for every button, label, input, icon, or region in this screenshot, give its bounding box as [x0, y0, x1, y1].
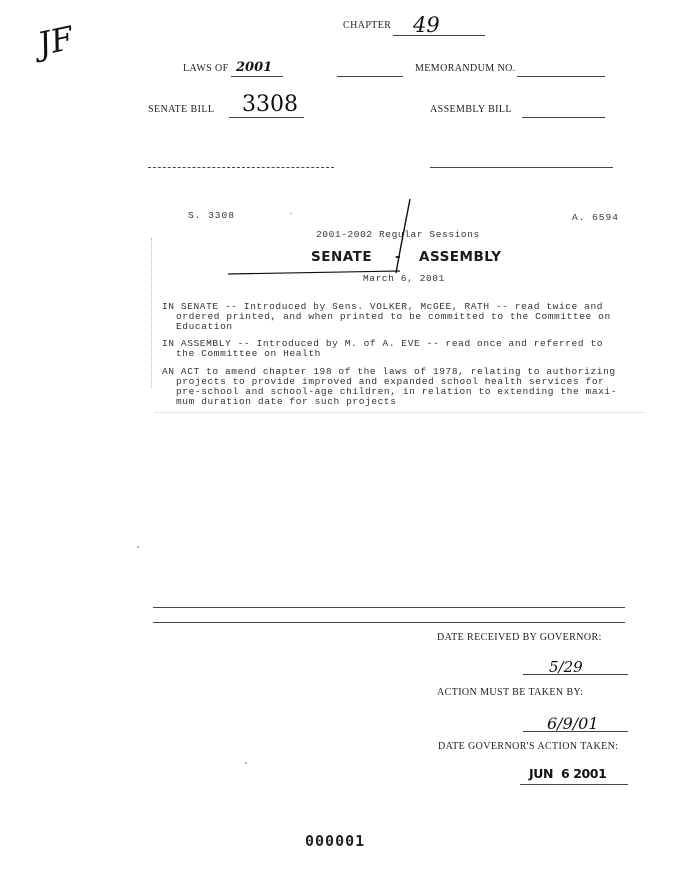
divider-line-1	[153, 607, 625, 608]
senate-intro-line-3: Education	[176, 321, 233, 332]
sessions-text: 2001-2002 Regular Sessions	[316, 229, 480, 240]
signature-line-left	[148, 167, 334, 168]
title-assembly: ASSEMBLY	[419, 249, 502, 265]
scan-speck	[290, 213, 292, 214]
action-by-value: 6/9/01	[547, 714, 599, 733]
pen-stroke	[220, 195, 420, 285]
laws-of-label: LAWS OF	[183, 63, 229, 74]
action-taken-label: DATE GOVERNOR'S ACTION TAKEN:	[438, 741, 619, 752]
senate-bill-value: 3308	[242, 92, 298, 117]
assembly-bill-label: ASSEMBLY BILL	[430, 104, 512, 115]
assembly-introduction	[162, 339, 662, 359]
senate-introduction	[162, 302, 662, 332]
scan-bottom-edge	[155, 412, 645, 413]
laws-of-underline	[231, 76, 283, 77]
chapter-label: CHAPTER	[343, 20, 392, 31]
date-received-value: 5/29	[549, 658, 583, 676]
senate-intro-line-1: IN SENATE -- Introduced by Sens. VOLKER, McGEE, RATH -- read twice and	[162, 301, 604, 312]
chapter-value: 49	[413, 13, 440, 37]
act-description	[162, 367, 662, 407]
scan-edge	[151, 238, 153, 388]
action-by-underline	[523, 731, 628, 732]
assembly-intro-line-2: the Committee on Health	[176, 348, 321, 359]
memorandum-underline	[517, 76, 605, 77]
date-received-underline	[523, 674, 628, 675]
senate-intro-line-2: ordered printed, and when printed to be committed to the Committee on	[176, 311, 611, 322]
title-senate: SENATE	[311, 249, 373, 265]
laws-of-value: 2001	[236, 60, 273, 75]
act-line-2: projects to provide improved and expanded school health services for	[176, 376, 605, 387]
handwritten-initials: JF	[34, 18, 77, 64]
memorandum-label: MEMORANDUM NO.	[415, 63, 516, 74]
date-received-label: DATE RECEIVED BY GOVERNOR:	[437, 632, 602, 643]
scan-speck	[245, 762, 247, 764]
senate-bill-label: SENATE BILL	[148, 104, 215, 115]
page-number: 000001	[305, 832, 366, 850]
action-by-label: ACTION MUST BE TAKEN BY:	[437, 687, 584, 698]
senate-bill-number: S. 3308	[188, 210, 235, 221]
act-line-1: AN ACT to amend chapter 198 of the laws of 1978, relating to authorizing	[162, 366, 616, 377]
scan-speck	[137, 546, 139, 548]
senate-bill-underline	[229, 117, 304, 118]
title-separator: -	[395, 249, 402, 265]
signature-line-right	[430, 167, 613, 168]
assembly-intro-line-1: IN ASSEMBLY -- Introduced by M. of A. EVE -- read once and referred to	[162, 338, 604, 349]
action-taken-underline	[520, 784, 628, 785]
assembly-bill-number: A. 6594	[572, 212, 619, 223]
bill-date: March 6, 2001	[363, 273, 445, 284]
divider-line-2	[153, 622, 625, 623]
act-line-3: pre-school and school-age children, in relation to extending the maxi-	[176, 386, 618, 397]
action-taken-stamp: JUN 6 2001	[529, 766, 607, 781]
act-line-4: mum duration date for such projects	[176, 396, 397, 407]
assembly-bill-underline	[522, 117, 605, 118]
blank-underline	[337, 76, 403, 77]
